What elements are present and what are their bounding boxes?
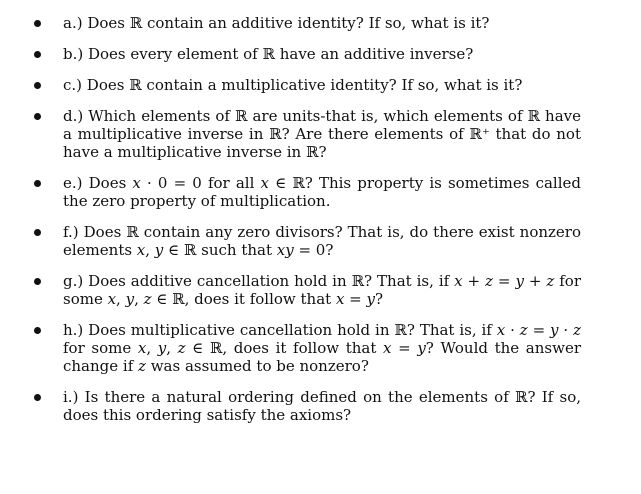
question-i — [0, 388, 641, 424]
question-text: f.) Does ℝ contain any zero divisors? That is, do there exist nonzero elements 𝑥, 𝑦 ∈ ℝ such that 𝑥𝑦 = 0? — [63, 223, 581, 259]
question-text: e.) Does 𝑥 · 0 = 0 for all 𝑥 ∈ ℝ? This property is sometimes called the zero property of multiplication. — [63, 174, 581, 210]
bullet-icon — [34, 394, 41, 401]
question-b — [0, 45, 641, 63]
bullet-icon — [34, 180, 41, 187]
question-a — [0, 14, 641, 32]
bullet-icon — [34, 278, 41, 285]
question-text: c.) Does ℝ contain a multiplicative identity? If so, what is it? — [63, 76, 523, 94]
question-text: h.) Does multiplicative cancellation hold in ℝ? That is, if 𝑥 · 𝑧 = 𝑦 · 𝑧 for some 𝑥, 𝑦, 𝑧 ∈ ℝ, does it follow that 𝑥 = 𝑦? Would the answer change if 𝑧 was assumed to be nonzero? — [63, 321, 581, 375]
bullet-icon — [34, 51, 41, 58]
question-text: g.) Does additive cancellation hold in ℝ? That is, if 𝑥 + 𝑧 = 𝑦 + 𝑧 for some 𝑥, 𝑦, 𝑧 ∈ ℝ, does it follow that 𝑥 = 𝑦? — [63, 272, 581, 308]
question-e — [0, 174, 641, 210]
question-text: a.) Does ℝ contain an additive identity? If so, what is it? — [63, 14, 490, 32]
question-text: b.) Does every element of ℝ have an additive inverse? — [63, 45, 474, 63]
question-text: i.) Is there a natural ordering defined on the elements of ℝ? If so, does this ordering satisfy the axioms? — [63, 388, 581, 424]
question-text: d.) Which elements of ℝ are units-that is, which elements of ℝ have a multiplicative inverse in ℝ? Are there elements of ℝ⁺ that do not have a multiplicative inverse in ℝ? — [63, 107, 581, 161]
question-f — [0, 223, 641, 259]
question-h — [0, 321, 641, 375]
question-d — [0, 107, 641, 161]
bullet-icon — [34, 82, 41, 89]
question-g — [0, 272, 641, 308]
bullet-icon — [34, 113, 41, 120]
bullet-icon — [34, 229, 41, 236]
question-c — [0, 76, 641, 94]
question-list — [0, 14, 641, 437]
bullet-icon — [34, 327, 41, 334]
bullet-icon — [34, 20, 41, 27]
